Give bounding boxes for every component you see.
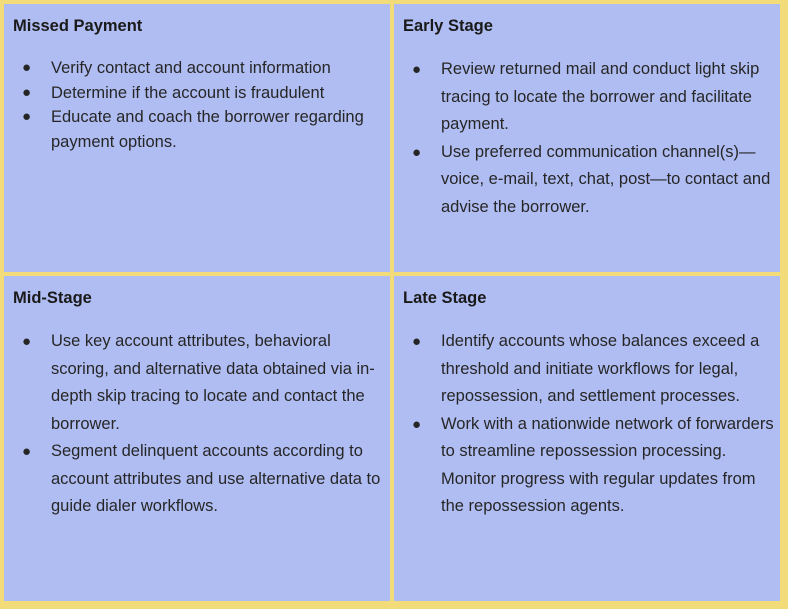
- list-item-text: Use preferred communication channel(s)—voice, e-mail, text, chat, post—to contact and advise the borrower.: [441, 142, 771, 216]
- list-item-text: Segment delinquent accounts according to account attributes and use alternative data to guide dialer workflows.: [51, 442, 381, 515]
- cell-early-stage: [394, 4, 780, 272]
- list-item-text: Educate and coach the borrower regarding payment options.: [51, 108, 364, 151]
- bullet-list: [403, 328, 774, 521]
- list-item-text: Review returned mail and conduct light skip tracing to locate the borrower and facilitate payment.: [441, 60, 760, 133]
- bullet-list: [13, 56, 384, 154]
- list-item: [403, 411, 774, 521]
- list-item: [13, 105, 384, 154]
- bullet-icon: ●: [22, 108, 32, 125]
- cell-missed-payment: [4, 4, 390, 272]
- cell-title: Mid-Stage: [13, 289, 92, 307]
- cell-title: Missed Payment: [13, 17, 143, 35]
- bullet-icon: ●: [412, 333, 422, 350]
- bullet-icon: ●: [22, 333, 32, 350]
- list-item: [403, 56, 774, 139]
- list-item: [403, 328, 774, 411]
- list-item: [13, 56, 384, 81]
- list-item: [13, 81, 384, 106]
- list-item-text: Determine if the account is fraudulent: [51, 83, 325, 102]
- list-item-text: Work with a nationwide network of forwarders to streamline repossession processing. Monitor progress with regular updates from the repossession agents.: [441, 414, 774, 515]
- cell-mid-stage: [4, 276, 390, 601]
- bullet-icon: ●: [412, 61, 422, 78]
- bullet-icon: ●: [412, 415, 422, 433]
- cell-late-stage: [394, 276, 780, 601]
- list-item: [13, 438, 384, 521]
- bullet-icon: ●: [412, 143, 422, 161]
- bullet-icon: ●: [22, 443, 32, 460]
- list-item: [13, 328, 384, 438]
- list-item-text: Verify contact and account information: [51, 59, 331, 77]
- list-item-text: Use key account attributes, behavioral scoring, and alternative data obtained via in-depth skip tracing to locate and contact the borrower.: [51, 332, 375, 433]
- list-item-text: Identify accounts whose balances exceed a threshold and initiate workflows for legal, repossession, and settlement processes.: [441, 332, 760, 405]
- bullet-icon: ●: [22, 83, 32, 101]
- bullet-list: [403, 56, 774, 221]
- bullet-list: [13, 328, 384, 521]
- bullet-icon: ●: [22, 59, 32, 76]
- cell-title: Late Stage: [403, 289, 487, 307]
- cell-title: Early Stage: [403, 17, 493, 35]
- list-item: [403, 139, 774, 222]
